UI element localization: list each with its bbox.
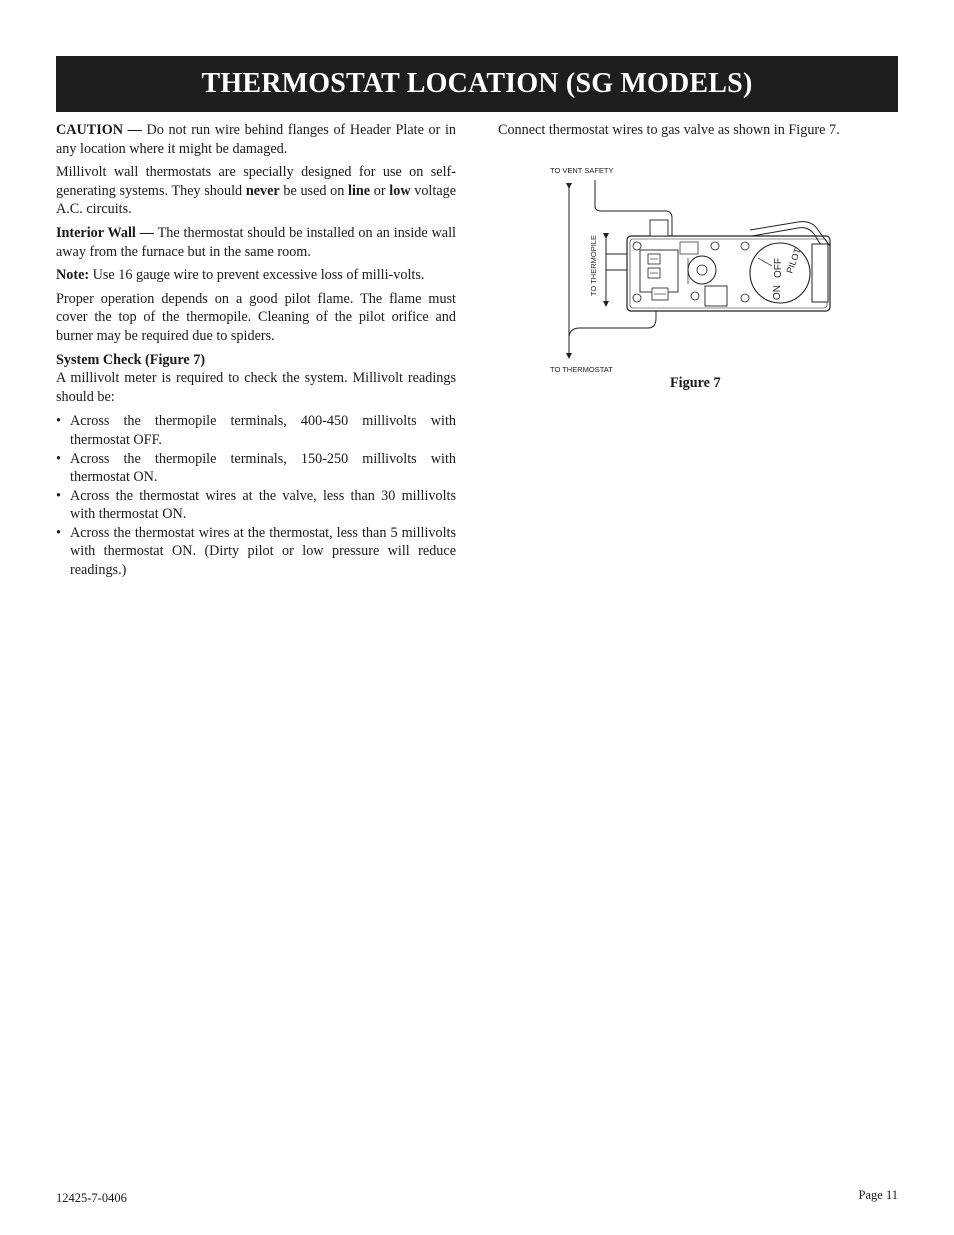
screw-icon [741,294,749,302]
left-column [56,121,456,580]
knob-label-off: OFF [773,258,784,278]
right-column [498,121,898,140]
millivolt-text-a: Millivolt wall thermostats are specially designed for use on self-generating systems. They should [56,164,456,199]
readings-list [56,412,456,579]
screw-icon [633,242,641,250]
system-check-label: System Check (Figure 7) [56,351,206,368]
title-banner [56,56,898,112]
knob-label-on: ON [772,285,783,300]
millivolt-never: never [245,182,280,199]
list-item-text: Across the thermostat wires at the thermostat, less than 5 millivolts with thermostat ON. (Dirty pilot or low pressure will reduce readings.) [70,524,456,579]
valve-tab [680,242,698,254]
inlet-fitting [812,244,828,302]
solenoid-housing [705,286,727,306]
millivolt-text-b: be used on [279,182,349,199]
millivolt-text-c: or [370,182,390,199]
bullet-dot: • [56,487,61,504]
connect-instruction: Connect thermostat wires to gas valve as shown in Figure 7. [498,122,840,138]
system-check-text: A millivolt meter is required to check the system. Millivolt readings should be: [56,370,456,405]
list-item [56,487,456,524]
interior-wall-text: The thermostat should be installed on an inside wall away from the furnace but in the same room. [56,224,456,260]
caution-paragraph [56,121,456,158]
millivolt-paragraph [56,163,456,219]
regulator-center [697,265,707,275]
system-check-paragraph [56,351,456,407]
figure-7-diagram [540,158,840,378]
note-text: Use 16 gauge wire to prevent excessive loss of milli-volts. [89,267,425,284]
figure-caption: Figure 7 [670,375,721,391]
screw-icon [741,242,749,250]
millivolt-text-d: voltage A.C. circuits. [56,182,457,218]
terminal-cap [650,220,668,236]
interior-wall-paragraph [56,224,456,261]
caution-text: Do not run wire behind flanges of Header Plate or in any location where it might be damaged. [56,122,456,157]
bullet-dot: • [56,450,61,467]
screw-icon [633,294,641,302]
page-number: Page 11 [858,1188,898,1202]
list-item-text: Across the thermopile terminals, 150-250 millivolts with thermostat ON. [70,450,456,486]
list-item [56,450,456,487]
interior-wall-label: Interior Wall — [56,224,154,241]
list-item-text: Across the thermostat wires at the valve, less than 30 millivolts with thermostat ON. [70,487,456,523]
gas-valve-wiring-diagram [540,158,840,378]
screw-icon [711,242,719,250]
bullet-dot: • [56,524,61,541]
millivolt-line: line [348,182,371,199]
list-item-text: Across the thermopile terminals, 400-450 millivolts with thermostat OFF. [70,413,456,448]
millivolt-low: low [389,182,411,199]
label-to-thermopile: TO THERMOPILE [589,235,598,296]
label-to-vent-safety: TO VENT SAFETY [550,166,614,175]
knob-label-pilot: PILOT [784,246,803,275]
note-paragraph [56,266,456,285]
page-title: THERMOSTAT LOCATION (SG MODELS) [201,68,753,99]
list-item [56,412,456,449]
caution-label: CAUTION — [56,122,142,138]
note-label: Note: [56,267,90,284]
list-item [56,524,456,580]
label-to-thermostat: TO THERMOSTAT [550,365,613,374]
bullet-dot: • [56,413,61,430]
pilot-paragraph: Proper operation depends on a good pilot flame. The flame must cover the top of the thermopile. Cleaning of the pilot orifice and burner may be required due to spiders. [56,290,456,344]
document-number: 12425-7-0406 [56,1191,127,1205]
screw-icon [691,292,699,300]
